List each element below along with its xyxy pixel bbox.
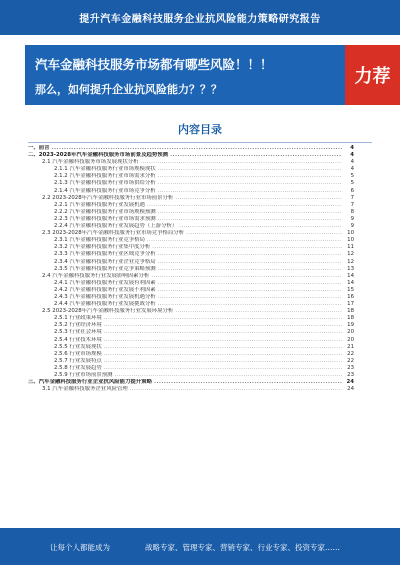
toc-leader-dots <box>151 273 342 280</box>
toc-entry-title: 2.1 汽车金融科技服务市场发展现状分析 <box>42 159 139 166</box>
toc-entry-page: 23 <box>347 372 354 378</box>
toc-entry-title: 一、前言 <box>28 145 50 151</box>
toc-leader-dots <box>104 337 342 344</box>
toc-leader-dots <box>104 329 342 336</box>
toc-entry-title: 2.2 2023-2028年汽车金融科技服务行业市场前景分析 <box>42 194 174 201</box>
toc-leader-dots <box>158 287 342 294</box>
toc-heading: 内容目录 <box>178 123 222 136</box>
toc-entry[interactable] <box>28 358 354 365</box>
toc-entry-page: 10 <box>347 237 354 244</box>
toc-entry-page: 15 <box>347 286 354 293</box>
banner-question-panel <box>25 45 345 105</box>
toc-entry[interactable] <box>28 287 354 294</box>
toc-leader-dots <box>147 202 342 209</box>
toc-entry[interactable] <box>28 337 354 344</box>
toc-leader-dots <box>158 301 342 308</box>
toc-leader-dots <box>179 223 342 230</box>
toc-entry-page: 5 <box>350 180 354 187</box>
toc-leader-dots <box>158 266 342 273</box>
toc-entry-title: 2.5.7 行业发展特点 <box>54 357 102 364</box>
toc-leader-dots <box>104 365 342 372</box>
toc-entry[interactable] <box>28 344 354 351</box>
recommend-badge: 力荐 <box>345 45 400 105</box>
report-header <box>0 0 400 35</box>
toc-entry-page: 24 <box>346 379 354 386</box>
toc-entry-title: 2.3 2023-2028年汽车金融科技服务行业市场竞争格局分析 <box>42 230 185 237</box>
toc-leader-dots <box>115 372 342 379</box>
toc-entry[interactable] <box>28 202 354 209</box>
toc-entry-page: 6 <box>350 187 354 194</box>
toc-leader-dots <box>158 216 342 223</box>
toc-entry[interactable] <box>28 301 354 308</box>
toc-leader-dots <box>104 315 342 322</box>
toc-entry-title: 2.1.1 汽车金融科技服务行业市场规模现状 <box>54 166 156 173</box>
toc-leader-dots <box>104 358 342 365</box>
toc-entry[interactable] <box>28 386 354 393</box>
toc-entry-title: 2.4 汽车金融科技服务行业发展影响因素分析 <box>42 272 150 279</box>
toc-entry[interactable] <box>28 188 354 195</box>
toc-entry[interactable] <box>28 351 354 358</box>
toc-entry[interactable] <box>28 251 354 258</box>
toc-entry-page: 12 <box>347 251 354 258</box>
toc-entry[interactable] <box>28 159 354 166</box>
toc-divider <box>28 142 372 143</box>
toc-entry[interactable] <box>28 273 354 280</box>
toc-entry-page: 16 <box>347 293 354 300</box>
toc-entry[interactable] <box>28 322 354 329</box>
toc-leader-dots <box>158 259 342 266</box>
toc-entry-title: 二、2023-2028年汽车金融科技服务市场前景及趋势预测 <box>28 152 169 159</box>
toc-entry-page: 11 <box>347 244 354 251</box>
toc-leader-dots <box>186 230 342 237</box>
toc-leader-dots <box>104 344 342 351</box>
toc-entry-title: 2.5 2023-2028年汽车金融科技服务行业发展环境分析 <box>42 308 174 315</box>
toc-entry-page: 17 <box>347 301 354 308</box>
toc-entry-page: 22 <box>347 350 354 357</box>
footer-slogan: 让每个人都能成为 <box>50 543 110 552</box>
toc-entry-title: 2.4.1 汽车金融科技服务行业发展有利因素 <box>54 279 156 286</box>
toc-entry-title: 2.5.4 行业技术环境 <box>54 336 102 343</box>
toc-entry-title: 2.2.3 汽车金融科技服务行业市场需求预测 <box>54 215 156 222</box>
toc-leader-dots <box>154 379 342 386</box>
toc-entry-page: 4 <box>350 166 354 173</box>
toc-entry-title: 2.2.4 汽车金融科技服务行业发展趋势（上游分析） <box>54 223 178 230</box>
toc-entry-title: 2.2.1 汽车金融科技服务行业发展机遇 <box>54 201 145 208</box>
footer-expert-list: 战略专家、管理专家、营销专家、行业专家、投资专家…… <box>145 543 340 552</box>
toc-entry-page: 4 <box>350 152 354 159</box>
toc-entry[interactable] <box>28 315 354 322</box>
toc-entry[interactable] <box>28 152 354 159</box>
toc-entry-title: 2.5.9 行业市场前景预测 <box>54 372 113 378</box>
toc-leader-dots <box>152 244 342 251</box>
toc-entry-page: 19 <box>347 322 354 329</box>
toc-entry[interactable] <box>28 365 354 372</box>
toc-leader-dots <box>158 173 342 180</box>
toc-entry[interactable] <box>28 180 354 187</box>
toc-leader-dots <box>170 152 342 159</box>
report-title: 提升汽车金融科技服务企业抗风险能力策略研究报告 <box>79 14 321 25</box>
toc-entry-title: 2.4.4 汽车金融科技服务行业发展挑战分析 <box>54 301 156 308</box>
toc-entry-page: 18 <box>347 315 354 322</box>
toc-entry-page: 8 <box>350 208 354 215</box>
toc-entry-page: 9 <box>350 215 354 222</box>
toc-leader-dots <box>158 180 342 187</box>
toc-entry-page: 4 <box>350 145 354 151</box>
toc-entry-title: 2.1.2 汽车金融科技服务行业市场需求分析 <box>54 173 156 180</box>
toc-entry-page: 23 <box>347 364 354 371</box>
toc-entry-page: 20 <box>347 329 354 336</box>
toc-entry-title: 2.4.3 汽车金融科技服务行业发展机遇分析 <box>54 293 156 300</box>
toc-entry-title: 3.1 汽车金融科技服务企业风险管理 <box>42 386 128 393</box>
toc-entry-title: 2.5.5 行业发展现状 <box>54 343 102 350</box>
toc-entry[interactable] <box>28 216 354 223</box>
toc-leader-dots <box>147 237 342 244</box>
toc-entry-title: 2.3.3 汽车金融科技服务行业区域竞争分析 <box>54 251 156 258</box>
toc-entry[interactable] <box>28 329 354 336</box>
toc-entry[interactable] <box>28 195 354 202</box>
toc-entry-page: 7 <box>350 201 354 208</box>
toc-entry-title: 2.5.2 行业经济环境 <box>54 322 102 329</box>
toc-entry-title: 2.3.4 汽车金融科技服务行业企业竞争格局 <box>54 258 156 265</box>
toc-entry[interactable] <box>28 266 354 273</box>
toc-entry[interactable] <box>28 166 354 173</box>
toc-entry-page: 22 <box>347 357 354 364</box>
toc-leader-dots <box>158 166 342 173</box>
toc-entry-title: 三、汽车金融科技服务行业企业抗风险能力提升策略 <box>28 379 152 386</box>
toc-entry-page: 4 <box>350 159 354 166</box>
toc-entry-page: 24 <box>347 386 354 393</box>
toc-entry[interactable] <box>28 244 354 251</box>
toc-entry[interactable] <box>28 209 354 216</box>
toc-entry[interactable] <box>28 259 354 266</box>
toc-leader-dots <box>175 195 342 202</box>
toc-leader-dots <box>141 159 342 166</box>
toc-leader-dots <box>130 386 342 393</box>
toc-leader-dots <box>158 280 342 287</box>
toc-leader-dots <box>52 145 342 152</box>
toc-leader-dots <box>104 322 342 329</box>
toc-leader-dots <box>104 351 342 358</box>
toc-entry-page: 7 <box>350 194 354 201</box>
toc-entry[interactable] <box>28 294 354 301</box>
toc-leader-dots <box>158 209 342 216</box>
toc-entry-title: 2.3.5 汽车金融科技服务行业竞争策略预测 <box>54 265 156 272</box>
banner-headline: 汽车金融科技服务市场都有哪些风险！！！ <box>35 57 273 72</box>
toc-entry-page: 14 <box>347 272 354 279</box>
promo-banner <box>0 45 400 105</box>
toc-entry-page: 10 <box>347 230 354 237</box>
toc-entry-title: 2.1.3 汽车金融科技服务行业市场供给分析 <box>54 180 156 187</box>
toc-entry[interactable] <box>28 280 354 287</box>
toc-entry-title: 2.3.1 汽车金融科技服务行业竞争格局 <box>54 237 145 244</box>
toc-entry-title: 2.1.4 汽车金融科技服务行业市场竞争分析 <box>54 187 156 194</box>
toc-entry-title: 2.3.2 汽车金融科技服务行业集中度分析 <box>54 244 151 251</box>
toc-entry-page: 18 <box>347 308 354 315</box>
toc-entry-title: 2.5.1 行业政策环境 <box>54 315 102 322</box>
toc-entry[interactable] <box>28 173 354 180</box>
toc-entry[interactable] <box>28 379 354 386</box>
toc-leader-dots <box>158 188 342 195</box>
toc-entry-title: 2.4.2 汽车金融科技服务行业发展不利因素 <box>54 286 156 293</box>
toc-entry[interactable] <box>28 223 354 230</box>
toc-entry[interactable] <box>28 237 354 244</box>
toc-entry-page: 12 <box>347 258 354 265</box>
toc-entry[interactable] <box>28 230 354 237</box>
toc-entry-page: 21 <box>347 343 354 350</box>
toc-entry-title: 2.2.2 汽车金融科技服务行业市场规模预测 <box>54 208 156 215</box>
toc-entry-title: 2.5.3 行业社会环境 <box>54 329 102 336</box>
toc-entry[interactable] <box>28 145 354 152</box>
toc-entry-title: 2.5.6 行业市场规模 <box>54 350 102 357</box>
toc-entry-page: 20 <box>347 336 354 343</box>
toc-entry-title: 2.5.8 行业发展趋势 <box>54 364 102 371</box>
toc-entry-page: 14 <box>347 279 354 286</box>
toc-entry[interactable] <box>28 372 354 379</box>
table-of-contents <box>28 145 354 393</box>
toc-leader-dots <box>158 251 342 258</box>
toc-leader-dots <box>175 308 342 315</box>
page-footer <box>0 528 400 565</box>
banner-subheadline: 那么，如何提升企业抗风险能力？？？ <box>35 83 222 96</box>
toc-entry[interactable] <box>28 308 354 315</box>
toc-entry-page: 13 <box>347 265 354 272</box>
toc-entry-page: 9 <box>350 223 354 230</box>
toc-entry-page: 5 <box>350 173 354 180</box>
toc-leader-dots <box>158 294 342 301</box>
